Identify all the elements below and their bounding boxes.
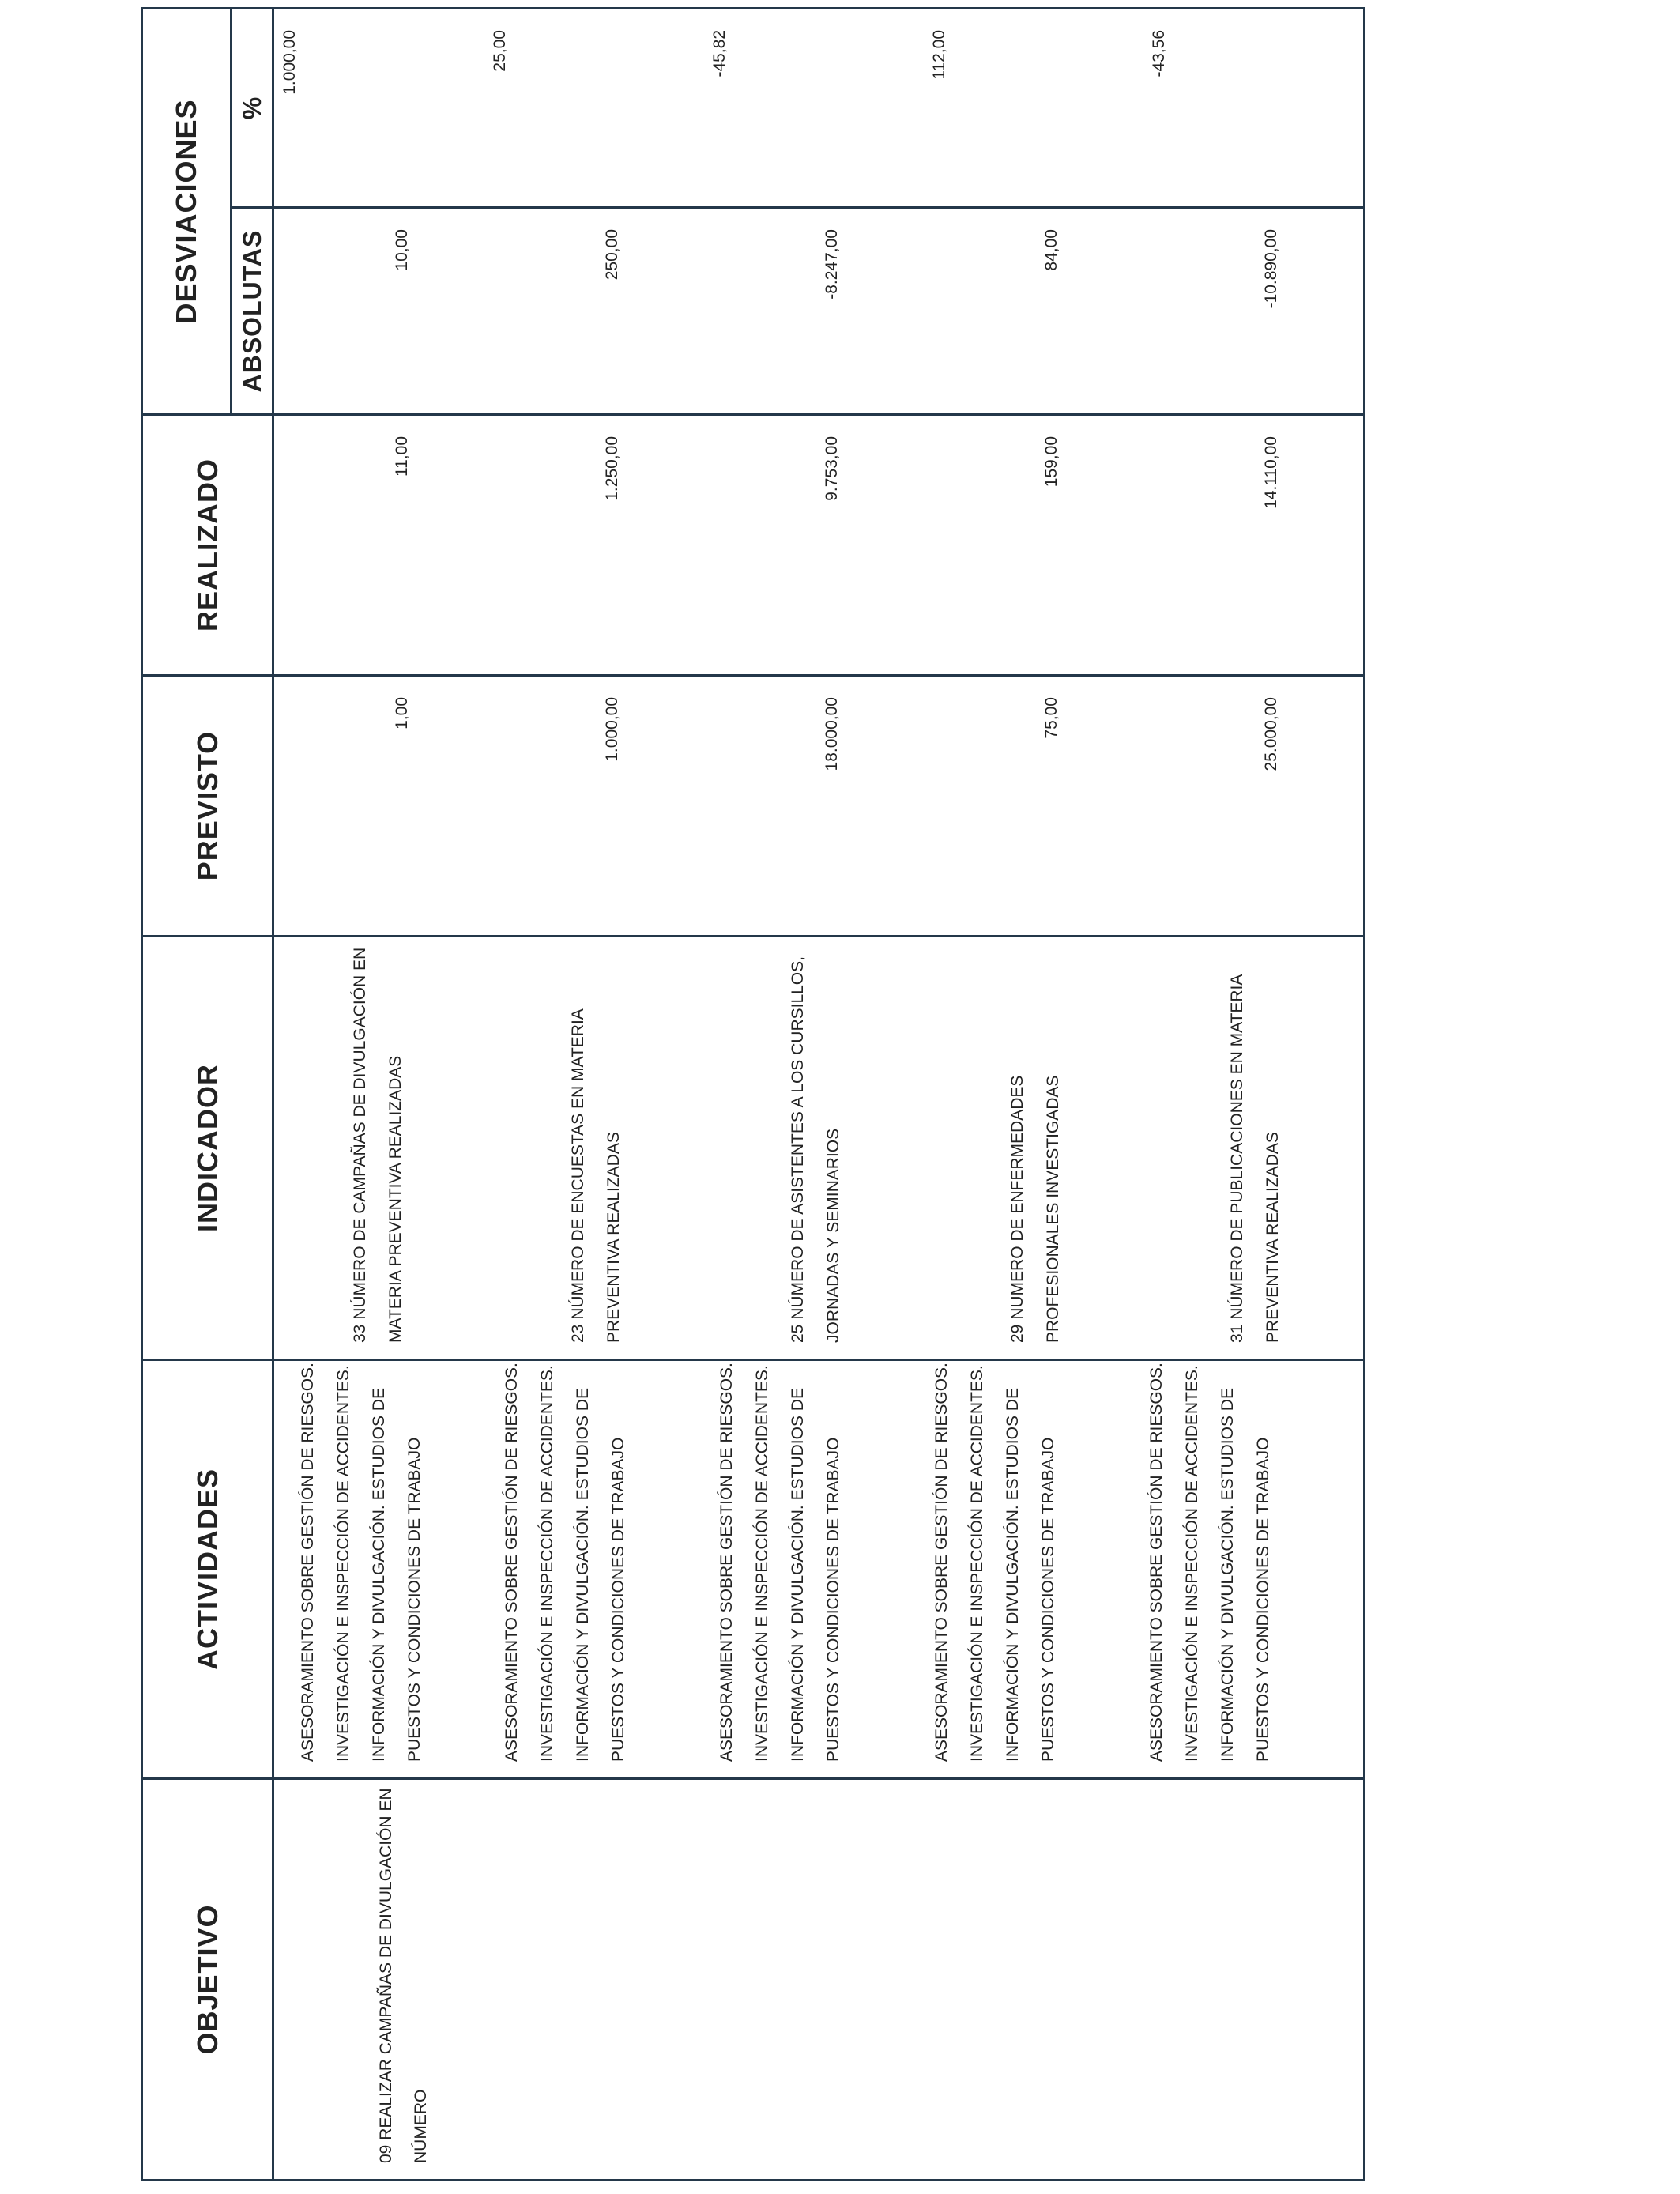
absolutas-row-3: -8.247,00 — [823, 229, 841, 300]
realizado-row-1: 11,00 — [393, 436, 411, 477]
absolutas-row-1: 10,00 — [393, 229, 411, 271]
header-porcentaje: % — [232, 9, 273, 208]
previsto-cell — [273, 676, 1365, 937]
absolutas-row-5: -10.890,00 — [1262, 229, 1280, 309]
porcentaje-row-3: -45,82 — [710, 30, 729, 77]
indicador-row-2: 23 NÚMERO DE ENCUESTAS EN MATERIA PREVENTIVA REALIZADAS — [569, 1009, 623, 1343]
realizado-row-2: 1.250,00 — [603, 436, 621, 501]
header-actividades: ACTIVIDADES — [142, 1360, 273, 1779]
previsto-row-1: 1,00 — [393, 697, 411, 729]
porcentaje-row-2: 25,00 — [491, 30, 509, 72]
realizado-row-4: 159,00 — [1042, 436, 1060, 488]
objetivo-cell — [273, 1779, 1365, 2181]
realizado-row-5: 14.110,00 — [1262, 436, 1280, 509]
indicador-row-3: 25 NÚMERO DE ASISTENTES A LOS CURSILLOS, JORNADAS Y SEMINARIOS — [789, 956, 842, 1343]
objetivo-text: 09 REALIZAR CAMPAÑAS DE DIVULGACIÓN EN NÚMERO — [377, 1788, 430, 2163]
actividad-row-4: ASESORAMIENTO SOBRE GESTIÓN DE RIESGOS. INVESTIGACIÓN E INSPECCIÓN DE ACCIDENTES. INFORMACIÓN Y DIVULGACIÓN. ESTUDIOS DE PUESTOS Y CONDICIONES DE TRABAJO — [932, 1363, 1057, 1762]
header-desviaciones: DESVIACIONES — [142, 9, 232, 415]
header-indicador: INDICADOR — [142, 937, 273, 1360]
realizado-row-3: 9.753,00 — [823, 436, 841, 501]
header-objetivo: OBJETIVO — [142, 1779, 273, 2181]
indicador-row-4: 29 NUMERO DE ENFERMEDADES PROFESIONALES INVESTIGADAS — [1008, 1075, 1062, 1343]
rotated-report-table — [141, 9, 1326, 2181]
previsto-row-3: 18.000,00 — [823, 697, 841, 771]
absolutas-cell — [273, 208, 1365, 415]
porcentaje-cell — [273, 9, 1365, 208]
actividad-row-1: ASESORAMIENTO SOBRE GESTIÓN DE RIESGOS. INVESTIGACIÓN E INSPECCIÓN DE ACCIDENTES. INFORMACIÓN Y DIVULGACIÓN. ESTUDIOS DE PUESTOS Y CONDICIONES DE TRABAJO — [299, 1363, 424, 1762]
indicador-row-5: 31 NÚMERO DE PUBLICACIONES EN MATERIA PREVENTIVA REALIZADAS — [1228, 974, 1282, 1343]
absolutas-row-2: 250,00 — [603, 229, 621, 281]
actividad-row-2: ASESORAMIENTO SOBRE GESTIÓN DE RIESGOS. INVESTIGACIÓN E INSPECCIÓN DE ACCIDENTES. INFORMACIÓN Y DIVULGACIÓN. ESTUDIOS DE PUESTOS Y CONDICIONES DE TRABAJO — [503, 1363, 627, 1762]
previsto-row-2: 1.000,00 — [603, 697, 621, 762]
porcentaje-row-4: 112,00 — [930, 30, 948, 80]
previsto-row-5: 25.000,00 — [1262, 697, 1280, 771]
actividades-cell — [273, 1360, 1365, 1779]
realizado-cell — [273, 415, 1365, 676]
header-previsto: PREVISTO — [142, 676, 273, 937]
absolutas-row-4: 84,00 — [1042, 229, 1060, 271]
previsto-row-4: 75,00 — [1042, 697, 1060, 739]
header-realizado: REALIZADO — [142, 415, 273, 676]
actividad-row-5: ASESORAMIENTO SOBRE GESTIÓN DE RIESGOS. INVESTIGACIÓN E INSPECCIÓN DE ACCIDENTES. INFORMACIÓN Y DIVULGACIÓN. ESTUDIOS DE PUESTOS Y CONDICIONES DE TRABAJO — [1147, 1363, 1272, 1762]
actividad-row-3: ASESORAMIENTO SOBRE GESTIÓN DE RIESGOS. INVESTIGACIÓN E INSPECCIÓN DE ACCIDENTES. INFORMACIÓN Y DIVULGACIÓN. ESTUDIOS DE PUESTOS Y CONDICIONES DE TRABAJO — [718, 1363, 842, 1762]
header-absolutas: ABSOLUTAS — [232, 208, 273, 415]
porcentaje-row-5: -43,56 — [1150, 30, 1168, 77]
indicador-cell — [273, 937, 1365, 1360]
indicators-table — [141, 7, 1365, 2181]
indicador-row-1: 33 NÚMERO DE CAMPAÑAS DE DIVULGACIÓN EN MATERIA PREVENTIVA REALIZADAS — [351, 947, 405, 1343]
porcentaje-row-1: 1.000,00 — [281, 30, 299, 95]
